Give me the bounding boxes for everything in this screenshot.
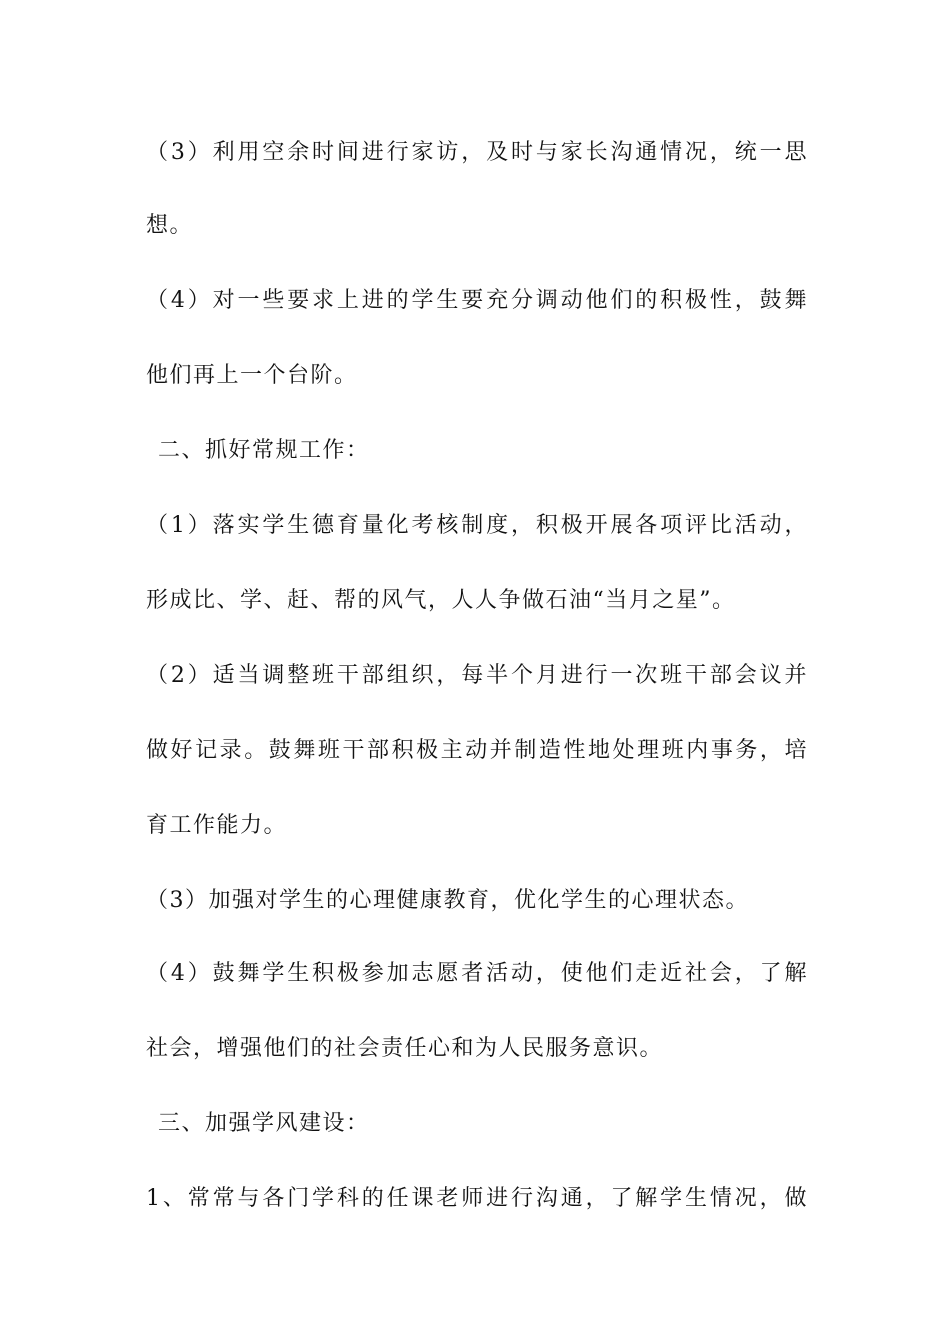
text-line: 想。: [146, 213, 194, 238]
text-line: （3）利用空余时间进行家访，及时与家长沟通情况，统一思: [146, 140, 808, 165]
text-line: 1、常常与各门学科的任课老师进行沟通，了解学生情况，做: [146, 1186, 808, 1211]
text-line: （3）加强对学生的心理健康教育，优化学生的心理状态。: [146, 888, 749, 913]
text-line: 他们再上一个台阶。: [146, 363, 358, 388]
text-line: （2）适当调整班干部组织，每半个月进行一次班干部会议并: [146, 663, 808, 688]
text-line: 社会，增强他们的社会责任心和为人民服务意识。: [146, 1036, 664, 1061]
text-line: （4）鼓舞学生积极参加志愿者活动，使他们走近社会，了解: [146, 961, 808, 986]
text-line: 形成比、学、赶、帮的风气，人人争做石油“当月之星”。: [146, 588, 736, 613]
text-line: （1）落实学生德育量化考核制度，积极开展各项评比活动，: [146, 513, 808, 538]
text-line: （4）对一些要求上进的学生要充分调动他们的积极性，鼓舞: [146, 288, 808, 313]
text-line: 做好记录。鼓舞班干部积极主动并制造性地处理班内事务，培: [146, 738, 808, 763]
section-heading: 三、加强学风建设：: [158, 1111, 370, 1136]
text-line: 育工作能力。: [146, 813, 288, 838]
section-heading: 二、抓好常规工作：: [158, 438, 370, 463]
